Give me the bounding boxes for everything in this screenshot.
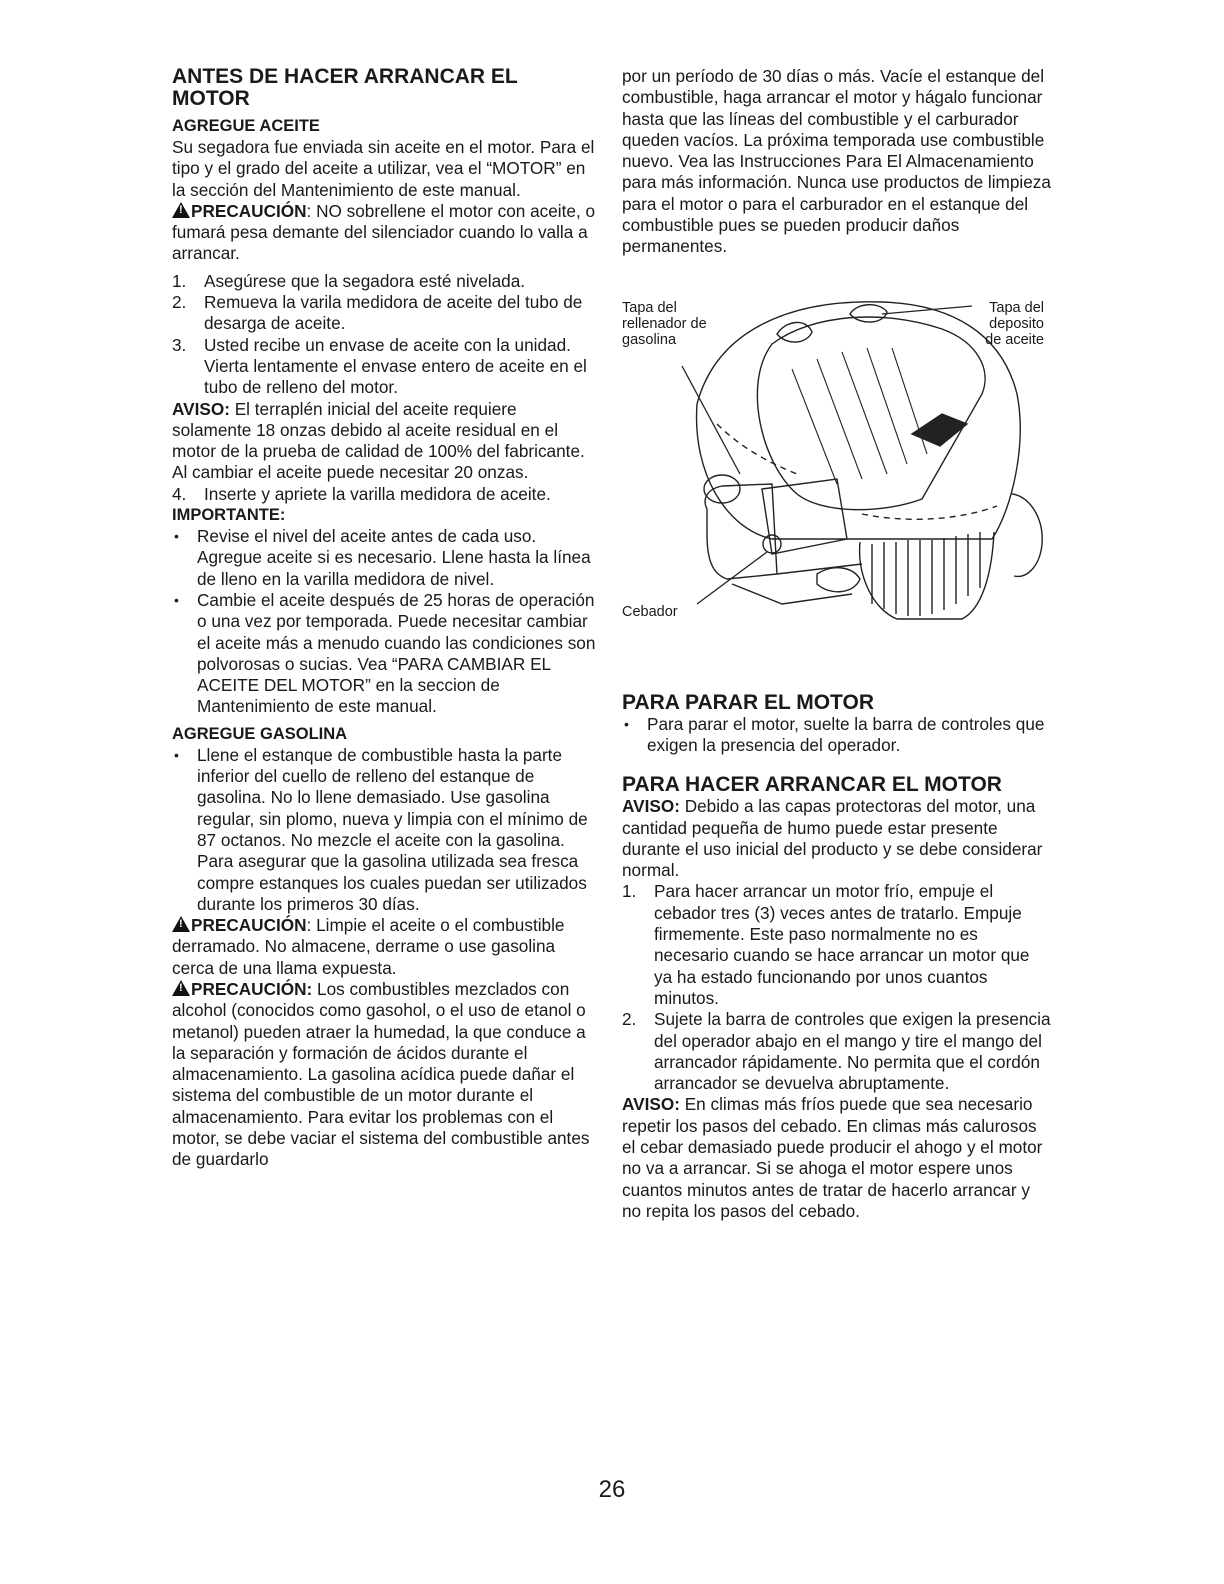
warning-icon xyxy=(172,202,190,218)
gas-caution-2 xyxy=(172,979,597,1171)
oil-cap xyxy=(850,304,887,321)
left-column xyxy=(172,66,597,1171)
section-title-before-starting: ANTES DE HACER ARRANCAR EL MOTOR xyxy=(172,65,518,110)
heading-important: IMPORTANTE: xyxy=(172,506,286,525)
heading-stop-engine: PARA PARAR EL MOTOR xyxy=(622,690,875,714)
caution-text: : NO sobrellene el motor con aceite, o fumará pesa demante del silenciador cuando lo valla a arrancar. xyxy=(172,200,596,264)
important-bullets xyxy=(172,526,597,718)
oil-notice xyxy=(172,399,597,484)
notice-label: AVISO: xyxy=(172,398,230,419)
caution-text: : Limpie el aceite o el combustible derramado. No almacene, derrame o use gasolina cerca de una llama expuesta. xyxy=(172,915,565,978)
fuel-cap xyxy=(777,322,812,342)
list-item: 1. Para hacer arrancar un motor frío, empuje el cebador tres (3) veces antes de tratarlo. Empuje firmemente. Este paso normalmente no es necesario cuando se hace arrancar un motor que ya ha estado funcionando por unos cuantos minutos. xyxy=(622,881,1030,1008)
notice-text: Debido a las capas protectoras del motor, una cantidad pequeña de humo puede estar presente durante el uso inicial del producto y se debe considerar normal. xyxy=(622,796,1043,881)
oil-step-4 xyxy=(172,484,597,505)
label-fuel-cap: Tapa del rellenador de gasolina xyxy=(622,299,707,348)
caution-label: PRECAUCIÓN: xyxy=(191,978,313,999)
heading-start-engine: PARA HACER ARRANCAR EL MOTOR xyxy=(622,773,1002,797)
engine-shroud-outline xyxy=(697,301,1021,538)
notice-label: AVISO: xyxy=(622,1094,680,1115)
list-item: 2. Remueva la varila medidora de aceite del tubo de desarga de aceite. xyxy=(172,292,583,334)
start-notice-2 xyxy=(622,1094,1052,1222)
right-column xyxy=(622,66,1052,1222)
fuel-tank xyxy=(705,484,777,579)
warning-icon xyxy=(172,916,190,932)
label-oil-cap: Tapa del deposito de aceite xyxy=(985,299,1044,348)
tank-cap xyxy=(704,475,740,503)
start-notice-1 xyxy=(622,796,1052,881)
list-item: • Llene el estanque de combustible hasta la parte inferior del cuello de relleno del estanque de gasolina. No lo llene demasiado. Use gasolina regular, sin plomo, nueva y limpia con el mínimo de 87 octanos. No mezcle el aceite con la gasolina. Para asegurar que la gasolina utilizada sea fresca compre estanques los cuales puedan ser utilizados durante los primeros 30 días. xyxy=(172,745,597,915)
list-item: 1. Asegúrese que la segadora esté nivelada. xyxy=(172,270,526,291)
heading-add-gas: AGREGUE GASOLINA xyxy=(172,724,348,743)
list-item: • Cambie el aceite después de 25 horas de operación o una vez por temporada. Puede necesitar cambiar el aceite más a menudo cuando las condiciones son polvorosas o sucias. Vea “PARA CAMBIAR EL ACEITE DEL MOTOR” en la seccion de Mantenimiento de este manual. xyxy=(172,590,597,718)
callout-line-primer xyxy=(697,552,767,604)
list-item: • Para parar el motor, suelte la barra de controles que exigen la presencia del operador. xyxy=(622,714,1052,757)
notice-label: AVISO: xyxy=(622,796,680,817)
list-item: • Revise el nivel del aceite antes de cada uso. Agregue aceite si es necesario. Llene hasta la línea de lleno en la varilla medidora de nivel. xyxy=(172,526,597,590)
list-item: 4. Inserte y apriete la varilla medidora de aceite. xyxy=(172,483,551,504)
notice-text: El terraplén inicial del aceite requiere solamente 18 onzas debido al aceite residual en el motor de la prueba de calidad de 100% del fabricante. Al cambiar el aceite puede necesitar 20 onzas. xyxy=(172,398,585,483)
callout-line-fuel-cap xyxy=(682,366,740,474)
gas-caution-1 xyxy=(172,915,597,979)
brand-badge xyxy=(912,414,967,446)
storage-continuation: por un período de 30 días o más. Vacíe el estanque del combustible, haga arrancar el motor y hágalo funcionar hasta que las líneas del combustible y el carburador queden vacíos. La próxima temporada use combustible nuevo. Vea las Instrucciones Para El Almacenamiento para más información. Nunca use productos de limpieza para el motor o para el carburador en el estanque del combustible pues se pueden producir daños permanentes. xyxy=(622,66,1051,257)
page-number: 26 xyxy=(598,1476,626,1503)
gas-bullets xyxy=(172,745,597,915)
label-primer: Cebador xyxy=(622,603,678,620)
notice-text: En climas más fríos puede que sea necesario repetir los pasos del cebado. En climas más calurosos el cebar demasiado puede producir el ahogo y el motor no va a arrancar. Si se ahoga el motor espere unos cuantos minutos antes de tratar de hacerlo arrancar y no repita los pasos del cebado. xyxy=(622,1094,1043,1221)
start-steps xyxy=(622,881,1052,1094)
caution-label: PRECAUCIÓN xyxy=(191,200,307,221)
engine-figure xyxy=(622,274,1052,674)
list-item: 3. Usted recibe un envase de aceite con la unidad. Vierta lentamente el envase entero de aceite en el tubo de relleno del motor. xyxy=(172,334,587,398)
heading-add-oil: AGREGUE ACEITE xyxy=(172,117,320,135)
add-oil-intro: Su segadora fue enviada sin aceite en el motor. Para el tipo y el grado del aceite a utilizar, vea el “MOTOR” en la sección del Mantenimiento de este manual. xyxy=(172,137,595,200)
caution-text: Los combustibles mezclados con alcohol (conocidos como gasohol, o el uso de etanol o metanol) pueden atraer la humedad, la que conduce a la separación y formación de ácidos durante el almacenamiento. La gasolina acídica puede dañar el sistema del combustible de un motor durante el almacenamiento. Para evitar los problemas con el motor, se debe vaciar el sistema del combustible antes de guardarlo xyxy=(172,978,590,1170)
muffler xyxy=(1012,494,1042,576)
oil-caution xyxy=(172,201,597,265)
oil-steps xyxy=(172,271,597,399)
stop-bullets xyxy=(622,714,1052,757)
engine-recess xyxy=(757,317,985,510)
list-item: 2. Sujete la barra de controles que exigen la presencia del operador abajo en el mango y tire el mango del arrancador rápidamente. No permita que el cordón arrancador se devuelva abruptamente. xyxy=(622,1009,1051,1094)
warning-icon xyxy=(172,980,190,996)
caution-label: PRECAUCIÓN xyxy=(191,915,307,936)
